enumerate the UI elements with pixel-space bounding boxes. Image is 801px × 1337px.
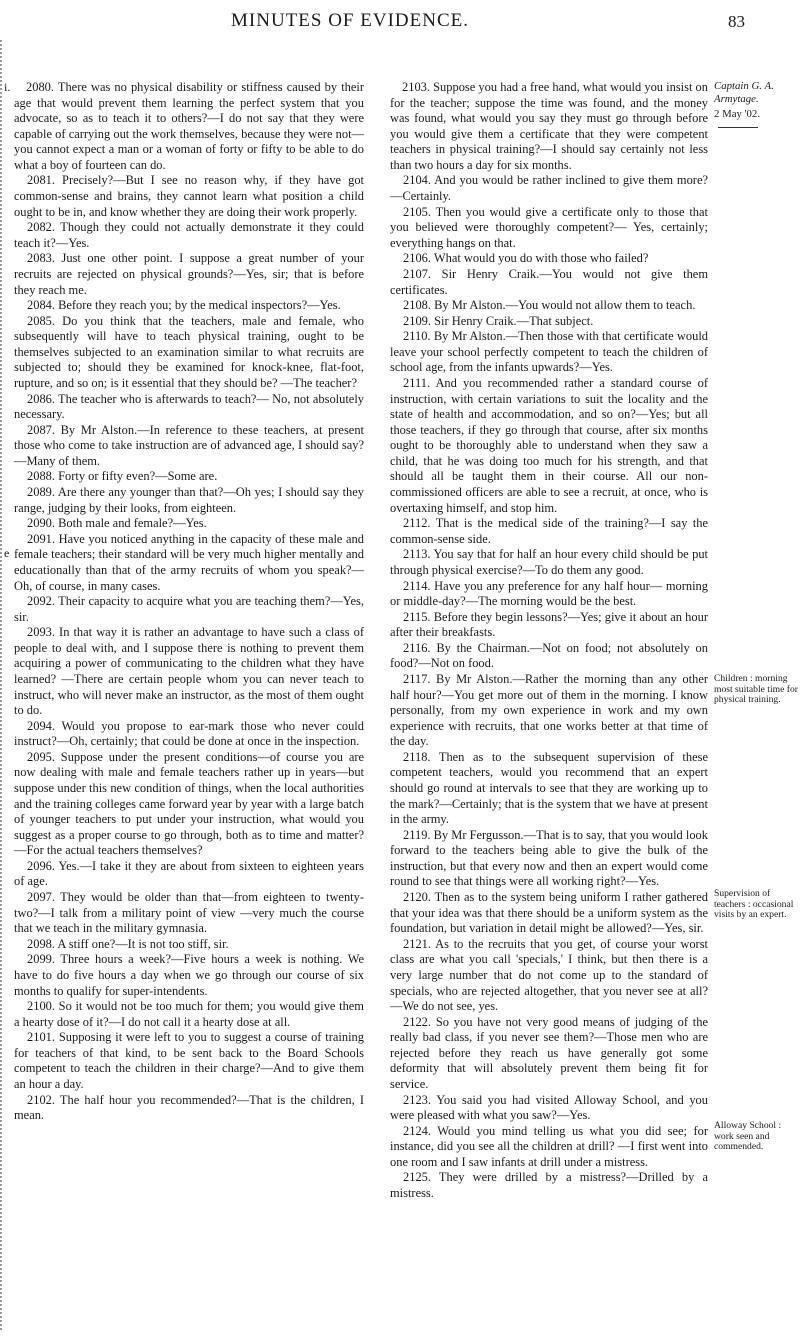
evidence-paragraph: 2082. Though they could not actually demonstrate it they could teach it?—Yes. bbox=[14, 220, 364, 250]
evidence-paragraph: 2089. Are there any younger than that?—Oh yes; I should say they range, judging by their looks, from eighteen. bbox=[14, 485, 364, 515]
page-binding-edge bbox=[0, 40, 6, 1330]
evidence-paragraph: 2097. They would be older than that—from eighteen to twenty-two?—I talk from a military point of view —very much the course that we teach in the military gymnasia. bbox=[14, 890, 364, 936]
evidence-paragraph: 2103. Suppose you had a free hand, what would you insist on for the teacher; suppose the time was found, and the money was found, what would you say they must go through before you would give them a certificate that they were competent teachers in physical training?—I should say certainly not less than two hours a day for six months. bbox=[390, 80, 708, 172]
margin-note bbox=[714, 1121, 800, 1153]
evidence-paragraph: 2098. A stiff one?—It is not too stiff, sir. bbox=[27, 936, 229, 951]
evidence-paragraph: 2102. The half hour you recommended?—That is the children, I mean. bbox=[14, 1092, 364, 1123]
evidence-paragraph: 2119. By Mr Fergusson.—That is to say, that you would look forward to the teachers being able to give the bulk of the instruction, but that every now and then an expert would come round to see that things were all working right?—Yes. bbox=[390, 827, 708, 889]
evidence-paragraph: 2123. You said you had visited Alloway School, and you were pleased with what you saw?—Yes. bbox=[390, 1092, 708, 1123]
evidence-paragraph: 2096. Yes.—I take it they are about from sixteen to eighteen years of age. bbox=[14, 858, 364, 889]
margin-note bbox=[714, 889, 800, 921]
margin-note-text: Supervision of teachers : occasional visits by an expert. bbox=[714, 888, 794, 921]
evidence-paragraph: 2086. The teacher who is afterwards to teach?— No, not absolutely necessary. bbox=[14, 391, 364, 422]
right-text-column bbox=[390, 80, 708, 1202]
evidence-paragraph: 2115. Before they begin lessons?—Yes; give it about an hour after their breakfasts. bbox=[390, 609, 708, 640]
margin-note-text: Alloway School : work seen and commended. bbox=[714, 1120, 782, 1153]
margin-rule bbox=[718, 127, 758, 128]
evidence-paragraph: 2114. Have you any preference for any half hour— morning or middle-day?—The morning would be the best. bbox=[390, 578, 708, 609]
evidence-paragraph: 2122. So you have not very good means of judging of the really bad class, if you never see them?—Those men who are rejected before they reach us have generally got some deformity that will absolutely prevent them being fit for service. bbox=[390, 1014, 708, 1091]
evidence-paragraph: 2111. And you recommended rather a standard course of instruction, with certain variations to suit the locality and the state of health and accommodation, and so on?—Yes; but all those teachers, if they go through that course, after six months ought to be thoroughly able to understand when they saw a child, that he was doing too much for his strength, and that should all be taught them in their course. All our non-commissioned officers are able to see a recruit, at once, who is overtaxing himself, and stop him. bbox=[390, 375, 708, 515]
evidence-paragraph: 2110. By Mr Alston.—Then those with that certificate would leave your school perfectly competent to teach the children of school age, from the infants upwards?—Yes. bbox=[390, 329, 708, 375]
evidence-paragraph: 2085. Do you think that the teachers, male and female, who subsequently will have to teach physical training, ought to be themselves subjected to an examination similar to what recruits are subjected to; should they be examined for knock-knee, flat-foot, rupture, and so on; is it essential that they should be? —The teacher? bbox=[14, 313, 364, 390]
evidence-paragraph: 2112. That is the medical side of the training?—I say the common-sense side. bbox=[390, 516, 708, 546]
stray-margin-mark: e bbox=[4, 546, 10, 560]
witness-margin-note bbox=[714, 80, 800, 128]
evidence-paragraph: 2087. By Mr Alston.—In reference to these teachers, at present those who come to take instruction are of advanced age, I should say?—Many of them. bbox=[14, 422, 364, 468]
evidence-paragraph: 2107. Sir Henry Craik.—You would not give them certificates. bbox=[390, 266, 708, 297]
evidence-paragraph: 2095. Suppose under the present conditions—of course you are now dealing with male and female teachers rather up in years—but suppose under this new condition of things, when the local authorities and the training colleges came forward year by year with a large batch of younger teachers to put under your instruction, what would you suggest as a proper course to go through, both as to time and matter?—For the actual teachers themselves? bbox=[14, 749, 364, 858]
left-text-column bbox=[14, 80, 364, 1124]
margin-note bbox=[714, 674, 800, 706]
evidence-paragraph: 2088. Forty or fifty even?—Some are. bbox=[27, 469, 218, 484]
evidence-paragraph: 2109. Sir Henry Craik.—That subject. bbox=[403, 313, 594, 328]
evidence-paragraph: 2118. Then as to the subsequent supervision of these competent teachers, would you recommend that an expert should go round at intervals to see that they are working up to the mark?—Certainly; that is the system that we have at present in the army. bbox=[390, 749, 708, 827]
evidence-paragraph: 2125. They were drilled by a mistress?—Drilled by a mistress. bbox=[390, 1170, 708, 1201]
evidence-paragraph: 2094. Would you propose to ear-mark those who never could instruct?—Oh, certainly; that could be done at once in the inspection. bbox=[14, 718, 364, 749]
evidence-paragraph: 2083. Just one other point. I suppose a great number of your recruits are rejected on physical grounds?—Yes, sir; that is before they reach me. bbox=[14, 251, 364, 297]
evidence-paragraph: 2117. By Mr Alston.—Rather the morning than any other half hour?—You get more out of them in the morning. I know personally, from my own experience in work and my own experience with recruits, that one works better at that time of the day. bbox=[390, 671, 708, 749]
evidence-paragraph: 2113. You say that for half an hour every child should be put through physical exercise?—To do them any good. bbox=[390, 547, 708, 577]
evidence-paragraph: 2120. Then as to the system being uniform I rather gathered that your idea was that there should be a uniform system as the foundation, but variation in detail might be allowed?—Yes, sir. bbox=[390, 890, 708, 936]
evidence-paragraph: 2101. Supposing it were left to you to suggest a course of training for teachers of that kind, to be sent back to the Board Schools competent to teach the children in their charge?—And to give them an hour a day. bbox=[14, 1030, 364, 1091]
evidence-paragraph: 2121. As to the recruits that you get, of course your worst class are what you call 'specials,' I think, but then there is a very large number that do not come up to the standard of specials, who are rejected altogether, that you never see at all?—We do not see, yes. bbox=[390, 936, 708, 1014]
evidence-paragraph: 2124. Would you mind telling us what you did see; for instance, did you see all the children at drill? —I first went into one room and I saw infants at drill under a mistress. bbox=[390, 1123, 708, 1169]
evidence-paragraph: 2100. So it would not be too much for them; you would give them a hearty dose of it?—I do not call it a hearty dose at all. bbox=[14, 999, 364, 1029]
witness-name-continued: Armytage. bbox=[714, 93, 759, 105]
evidence-paragraph: 2105. Then you would give a certificate only to those that you believed were thoroughly competent?— Yes, certainly; everything hangs on that. bbox=[390, 204, 708, 250]
margin-note-text: Children : morning most suitable time for physical training. bbox=[714, 673, 798, 706]
evidence-paragraph: 2091. Have you noticed anything in the capacity of these male and female teachers; their standard will be very much higher mentally and educationally than that of the army recruits of whom you speak?—Oh, of course, in many cases. bbox=[14, 531, 364, 593]
witness-name: Captain G. A. bbox=[714, 80, 774, 92]
evidence-paragraph: 2108. By Mr Alston.—You would not allow them to teach. bbox=[403, 298, 696, 313]
evidence-paragraph: 2090. Both male and female?—Yes. bbox=[27, 516, 207, 531]
page-number: 83 bbox=[728, 12, 745, 31]
evidence-paragraph: 2081. Precisely?—But I see no reason why, if they have got common-sense and brains, they cannot learn what position a child ought to be in, and know whether they are doing their work properly. bbox=[14, 173, 364, 219]
running-header-title: MINUTES OF EVIDENCE. bbox=[231, 10, 469, 31]
evidence-paragraph: 2099. Three hours a week?—Five hours a week is nothing. We have to do five hours a day when we go through our course of six months to qualify for super-intendents. bbox=[14, 952, 364, 998]
evidence-paragraph: 2080. There was no physical disability or stiffness caused by their age that would prevent them learning the perfect system that you advocate, so as to teach it to others?—I do not say that they were capable of carrying out the work themselves, because they were not— you cannot expect a man or a woman of forty or fifty to be able to do what a boy of fourteen can do. bbox=[14, 80, 364, 172]
witness-date: 2 May '02. bbox=[714, 108, 761, 120]
evidence-paragraph: 2093. In that way it is rather an advantage to have such a class of people to deal with, and I suppose there is nothing to prevent them acquiring a power of communicating to the children what they have learned? —There are certain people whom you can never teach to instruct, who will never make an instructor, as the most of them ought to do. bbox=[14, 625, 364, 718]
evidence-paragraph: 2106. What would you do with those who failed? bbox=[403, 251, 649, 266]
stray-margin-mark: i. bbox=[4, 80, 11, 94]
evidence-paragraph: 2084. Before they reach you; by the medical inspectors?—Yes. bbox=[27, 298, 341, 313]
evidence-paragraph: 2104. And you would be rather inclined to give them more?—Certainly. bbox=[390, 173, 708, 204]
evidence-paragraph: 2092. Their capacity to acquire what you are teaching them?—Yes, sir. bbox=[14, 594, 364, 624]
evidence-paragraph: 2116. By the Chairman.—Not on food; not absolutely on food?—Not on food. bbox=[390, 640, 708, 671]
